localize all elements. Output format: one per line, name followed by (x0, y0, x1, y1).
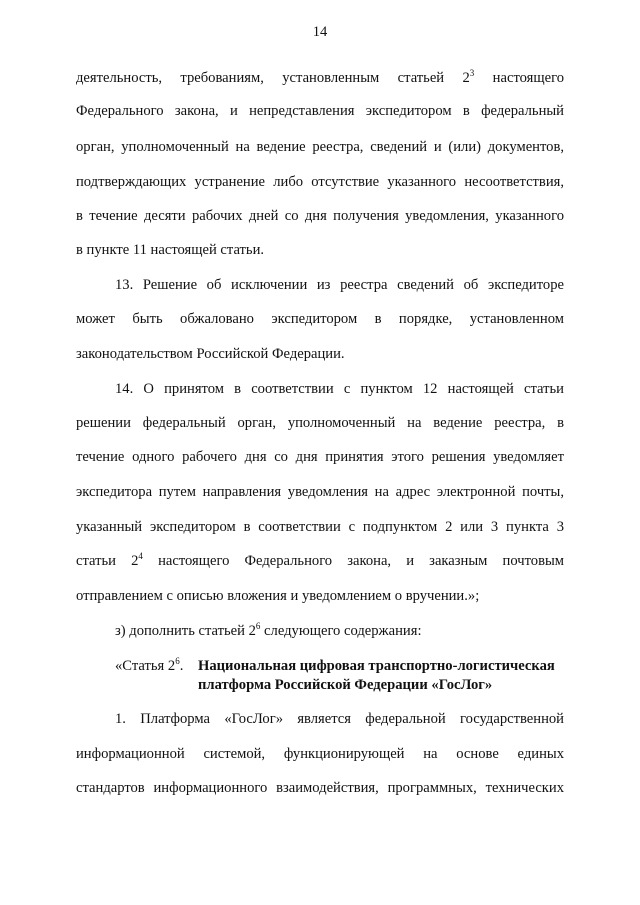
text-line: стандартов информационного взаимодействия, программных, технических (76, 780, 564, 796)
text-line: может быть обжаловано экспедитором в порядке, установленном (76, 311, 564, 327)
text-line: з) дополнить статьей $2^6$ следующего содержания: (115, 621, 422, 639)
text-line: решении федеральный орган, уполномоченный на ведение реестра, в (76, 415, 564, 431)
text-line: информационной системой, функционирующей на основе единых (76, 746, 564, 762)
text-line: указанный экспедитором в соответствии с подпунктом 2 или 3 пункта 3 (76, 519, 564, 535)
page-number: 14 (312, 24, 328, 40)
text-line: орган, уполномоченный на ведение реестра, сведений и (или) документов, (76, 139, 564, 155)
article-heading-title: Национальная цифровая транспортно-логистическая (198, 658, 555, 674)
text-line: деятельность, требованиям, установленным статьей $2^3$ настоящего (76, 68, 564, 86)
text-line: Федерального закона, и непредставления экспедитором в федеральный (76, 103, 564, 119)
text-line: 14. О принятом в соответствии с пунктом 12 настоящей статьи (115, 381, 564, 397)
text-line: законодательством Российской Федерации. (76, 346, 345, 362)
text-line: экспедитора путем направления уведомления на адрес электронной почты, (76, 484, 564, 500)
text-line: в пункте 11 настоящей статьи. (76, 242, 265, 258)
text-line: 13. Решение об исключении из реестра сведений об экспедиторе (115, 277, 564, 293)
text-line: в течение десяти рабочих дней со дня получения уведомления, указанного (76, 208, 564, 224)
article-heading-prefix: «Статья $2^6$. (115, 656, 184, 674)
article-heading-title: платформа Российской Федерации «ГосЛог» (198, 677, 493, 693)
text-line: подтверждающих устранение либо отсутствие указанного несоответствия, (76, 174, 564, 190)
text-line: течение одного рабочего дня со дня принятия этого решения уведомляет (76, 449, 564, 465)
text-line: отправлением с описью вложения и уведомлением о вручении.»; (76, 588, 480, 604)
text-line: статьи $2^4$ настоящего Федерального закона, и заказным почтовым (76, 551, 565, 569)
text-line: 1. Платформа «ГосЛог» является федеральной государственной (115, 711, 564, 727)
